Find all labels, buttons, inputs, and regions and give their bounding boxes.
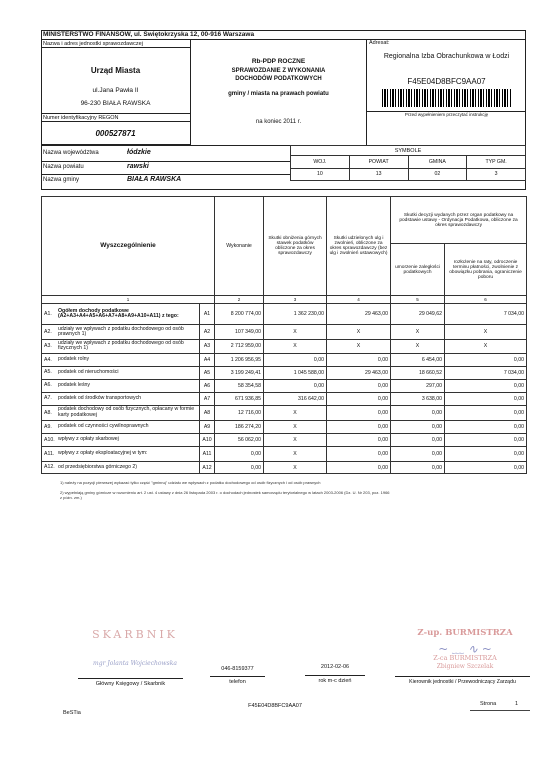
- row-label: podatek od środków transportowych: [58, 394, 142, 401]
- unit-city: 96-230 BIAŁA RAWSKA: [80, 100, 151, 107]
- row-spread: 7 034,00: [445, 366, 527, 379]
- row-number: A2.: [44, 329, 52, 336]
- symbols-label: SYMBOLE: [291, 146, 526, 156]
- row-number: A1.: [44, 311, 52, 318]
- table-row: [42, 446, 527, 461]
- row-reduce: X: [264, 433, 327, 446]
- col-decisions-header: Skutki decyzji wydanych przez organ podatkowy na podstawie ustawy - Ordynacja Podatkowa, obliczone za okres sprawozdawczy: [391, 197, 527, 244]
- row-spread: X: [445, 325, 527, 339]
- row-spread: 0,00: [445, 420, 527, 433]
- symbols-table: [290, 145, 526, 181]
- powiat-row: [41, 161, 291, 173]
- row-spread: 0,00: [445, 446, 527, 461]
- stamp-burmistrz-2: Z-ca BURMISTRZA: [433, 654, 497, 662]
- row-relief: 0,00: [327, 405, 391, 420]
- form-subtitle: gminy / miasta na prawach powiatu: [228, 91, 329, 97]
- row-relief: 29 463,00: [327, 304, 391, 325]
- row-code: A3: [200, 339, 215, 353]
- unit-street: ul.Jana Pawła II: [92, 87, 139, 94]
- main-table: [41, 196, 526, 474]
- row-spread: 0,00: [445, 462, 527, 474]
- row-exec: 58 354,58: [215, 379, 264, 392]
- head-label: Kierownik jednostki / Przewodniczący Zarządu: [395, 676, 530, 685]
- col-exec-header: Wykonanie: [215, 197, 264, 296]
- row-reduce: X: [264, 462, 327, 474]
- row-exec: 1 206 956,95: [215, 353, 264, 366]
- row-label: podatek od czynności cywilnoprawnych: [58, 422, 149, 429]
- row-exec: 0,00: [215, 446, 264, 461]
- row-spread: 0,00: [445, 379, 527, 392]
- col-reduce-header: Skutki obniżenia górnych stawek podatków obliczone za okres sprawozdawczy: [264, 197, 327, 296]
- row-cancel: 3 638,00: [391, 392, 445, 405]
- row-label: podatek leśny: [58, 381, 91, 388]
- row-number: A7.: [44, 395, 52, 402]
- sym-head-gmina: GMINA: [408, 156, 467, 168]
- row-desc: [42, 446, 200, 461]
- table-row: [42, 405, 527, 420]
- row-number: A3.: [44, 343, 52, 350]
- instruction-note: Przed wypełnieniem przeczytać instrukcję: [367, 111, 526, 117]
- phone-value: 046-8159377: [221, 666, 254, 672]
- row-cancel: 0,00: [391, 405, 445, 420]
- row-exec: 2 712 959,00: [215, 339, 264, 353]
- row-cancel: X: [391, 325, 445, 339]
- col-num-6: 6: [445, 295, 527, 303]
- row-desc: [42, 353, 200, 366]
- table-row: [42, 392, 527, 405]
- period: na koniec 2011 r.: [255, 119, 302, 125]
- row-number: A11.: [44, 450, 55, 457]
- row-relief: X: [327, 339, 391, 353]
- powiat-value: rawski: [127, 163, 149, 170]
- footnote-1: 1) należy na pozycji pierwszej wykazać tylko część "gminną" udziału we wpływach z podatku dochodowego od osób fizycznych i od osób prawnych: [60, 480, 321, 485]
- row-cancel: X: [391, 339, 445, 353]
- col-spread-header: rozłożenie na raty, odroczenie terminu płatności, zwolnienie z obowiązku pobrania, ograniczenie poboru: [445, 244, 527, 296]
- row-exec: 56 062,00: [215, 433, 264, 446]
- col-num-4: 4: [327, 295, 391, 303]
- row-cancel: 0,00: [391, 433, 445, 446]
- sym-woj: 10: [291, 168, 350, 180]
- powiat-label: Nazwa powiatu: [43, 164, 84, 170]
- table-row: [42, 304, 527, 325]
- row-cancel: 0,00: [391, 462, 445, 474]
- row-spread: 0,00: [445, 353, 527, 366]
- footnote-2: 2) wypełniają gminy górnicze w rozumieniu art. 2 ust. 4 ustawy z dnia 26 listopada 2003 r. o dochodach jednostek samorządu terytorialnego w latach 2003-2006 (Dz. U. Nr 203, poz. 1966 z późn. zm.): [60, 490, 390, 500]
- row-number: A4.: [44, 356, 52, 363]
- row-exec: 3 199 249,41: [215, 366, 264, 379]
- row-exec: 8 200 774,00: [215, 304, 264, 325]
- accountant-label: Główny Księgowy / Skarbnik: [78, 678, 183, 687]
- row-desc: [42, 433, 200, 446]
- row-desc: [42, 405, 200, 420]
- row-label: wpływy z opłaty eksploatacyjnej w tym:: [58, 450, 148, 456]
- row-desc: [42, 339, 200, 353]
- addressee-block: [366, 40, 526, 145]
- row-exec: 186 274,20: [215, 420, 264, 433]
- form-title: SPRAWOZDANIE Z WYKONANIA DOCHODÓW PODATKOWYCH: [231, 68, 326, 82]
- regon-block: [41, 113, 191, 145]
- regon-label: Numer identyfikacyjny REGON: [41, 114, 190, 122]
- row-reduce: X: [264, 325, 327, 339]
- row-number: A8.: [44, 409, 52, 416]
- sym-powiat: 13: [349, 168, 408, 180]
- row-cancel: 0,00: [391, 420, 445, 433]
- footer-line: [470, 710, 530, 711]
- table-row: [42, 339, 527, 353]
- row-number: A5.: [44, 369, 52, 376]
- row-desc: [42, 420, 200, 433]
- signature-scribble: ~ ﹏ ∿ ~: [438, 642, 492, 656]
- form-code: Rb-PDP ROCZNE: [251, 58, 306, 65]
- row-relief: 0,00: [327, 462, 391, 474]
- row-code: A7: [200, 392, 215, 405]
- addressee-label: Adresat:: [369, 40, 390, 46]
- row-number: A10.: [44, 436, 55, 443]
- row-cancel: 6 454,00: [391, 353, 445, 366]
- row-code: A5: [200, 366, 215, 379]
- col-cancel-header: umorzenie zaległości podatkowych: [391, 244, 445, 296]
- row-code: A1: [200, 304, 215, 325]
- row-code: A4: [200, 353, 215, 366]
- row-reduce: 1 362 230,00: [264, 304, 327, 325]
- row-spread: 7 034,00: [445, 304, 527, 325]
- doc-id: F45E04D8BFC9AA07: [407, 77, 486, 86]
- gmina-value: BIAŁA RAWSKA: [127, 176, 182, 183]
- row-code: A10: [200, 433, 215, 446]
- form-title-block: [191, 40, 366, 145]
- row-reduce: 0,00: [264, 353, 327, 366]
- row-reduce: X: [264, 446, 327, 461]
- row-reduce: X: [264, 339, 327, 353]
- row-relief: 0,00: [327, 446, 391, 461]
- sym-typ: 3: [467, 168, 526, 180]
- row-relief: 29 463,00: [327, 366, 391, 379]
- table-row: [42, 366, 527, 379]
- row-reduce: 1 045 588,00: [264, 366, 327, 379]
- row-desc: [42, 392, 200, 405]
- row-cancel: 29 049,62: [391, 304, 445, 325]
- row-relief: 0,00: [327, 353, 391, 366]
- row-relief: 0,00: [327, 392, 391, 405]
- row-number: A9.: [44, 423, 52, 430]
- sym-head-woj: WOJ.: [291, 156, 350, 168]
- table-row: [42, 462, 527, 474]
- voiv-row: [41, 148, 291, 160]
- row-desc: [42, 325, 200, 339]
- row-code: A2: [200, 325, 215, 339]
- col-relief-header: Skutki udzielonych ulg i zwolnień, obliczone za okres sprawozdawczy (bez ulg i zwolnień ustawowych): [327, 197, 391, 296]
- row-label: od przedsiębiorstwa górniczego 2): [58, 463, 138, 470]
- page-label: Strona: [480, 701, 497, 707]
- row-number: A12.: [44, 464, 55, 471]
- footer-doc-id: F45E04D8BFC9AA07: [248, 703, 302, 709]
- table-row: [42, 353, 527, 366]
- row-exec: 671 936,85: [215, 392, 264, 405]
- addressee-name: Regionalna Izba Obrachunkowa w Łodzi: [383, 53, 510, 60]
- row-cancel: 297,00: [391, 379, 445, 392]
- stamp-burmistrz-1: Z-up. BURMISTRZA: [417, 628, 513, 638]
- row-label: podatek od nieruchomości: [58, 368, 119, 375]
- row-reduce: X: [264, 420, 327, 433]
- voiv-value: łódzkie: [127, 149, 151, 156]
- row-label: Ogółem dochody podatkowe (A2+A3+A4+A5+A6+A7+A8+A9+A10+A11) z tego:: [58, 307, 179, 320]
- row-desc: [42, 304, 200, 325]
- stamp-skarbnik-name: mgr Jolanta Wojciechowska: [93, 660, 177, 667]
- row-code: A8: [200, 405, 215, 420]
- stamp-skarbnik: SKARBNIK: [92, 628, 178, 641]
- phone-label: telefon: [210, 676, 265, 685]
- sym-head-powiat: POWIAT: [349, 156, 408, 168]
- row-reduce: X: [264, 405, 327, 420]
- date-label: rok m-c dzień: [305, 675, 365, 684]
- software-name: BeSTia: [63, 710, 81, 716]
- table-row: [42, 325, 527, 339]
- row-exec: 12 716,00: [215, 405, 264, 420]
- row-exec: 107 349,00: [215, 325, 264, 339]
- row-label: podatek dochodowy od osób fizycznych, opłacany w formie karty podatkowej: [58, 406, 195, 418]
- row-relief: 0,00: [327, 379, 391, 392]
- row-exec: 0,00: [215, 462, 264, 474]
- row-label: wpływy z opłaty skarbowej: [58, 435, 119, 442]
- col-num-3: 3: [264, 295, 327, 303]
- row-cancel: 18 660,52: [391, 366, 445, 379]
- row-reduce: 0,00: [264, 379, 327, 392]
- barcode-image: [382, 89, 512, 107]
- regon-value: 000527871: [95, 129, 136, 138]
- ministry-line: MINISTERSTWO FINANSÓW, ul. Świętokrzyska 12, 00-916 Warszawa: [41, 30, 526, 40]
- row-relief: 0,00: [327, 433, 391, 446]
- row-reduce: 316 642,00: [264, 392, 327, 405]
- row-code: A12: [200, 462, 215, 474]
- table-row: [42, 420, 527, 433]
- voiv-label: Nazwa województwa: [43, 150, 99, 156]
- row-desc: [42, 379, 200, 392]
- row-number: A6.: [44, 382, 52, 389]
- row-spread: 0,00: [445, 405, 527, 420]
- col-num-2: 2: [215, 295, 264, 303]
- sym-head-typ: TYP GM.: [467, 156, 526, 168]
- stamp-burmistrz-name: Zbigniew Szczelak: [436, 663, 494, 670]
- row-code: A11: [200, 446, 215, 461]
- row-code: A9: [200, 420, 215, 433]
- row-desc: [42, 366, 200, 379]
- row-code: A6: [200, 379, 215, 392]
- row-label: udziały we wpływach z podatku dochodowego od osób prawnych 1): [58, 325, 184, 338]
- row-spread: 0,00: [445, 392, 527, 405]
- row-label: udziały we wpływach z podatku dochodowego od osób fizycznych 1): [58, 339, 184, 352]
- unit-label: Nazwa i adres jednostki sprawozdawczej: [41, 40, 190, 48]
- gmina-row: [41, 174, 291, 186]
- sym-gmina: 02: [408, 168, 467, 180]
- row-spread: 0,00: [445, 433, 527, 446]
- page-number: 1: [515, 701, 519, 707]
- col-num-1: 1: [42, 295, 215, 303]
- date-value: 2012-02-06: [320, 664, 350, 670]
- row-desc: [42, 462, 200, 474]
- col-num-5: 5: [391, 295, 445, 303]
- row-cancel: 0,00: [391, 446, 445, 461]
- gmina-label: Nazwa gminy: [43, 177, 80, 183]
- row-relief: 0,00: [327, 420, 391, 433]
- table-row: [42, 379, 527, 392]
- row-spread: X: [445, 339, 527, 353]
- row-relief: X: [327, 325, 391, 339]
- col-desc-header: Wyszczególnienie: [42, 197, 215, 296]
- table-row: [42, 433, 527, 446]
- row-label: podatek rolny: [58, 355, 90, 362]
- unit-name: Urząd Miasta: [90, 66, 141, 75]
